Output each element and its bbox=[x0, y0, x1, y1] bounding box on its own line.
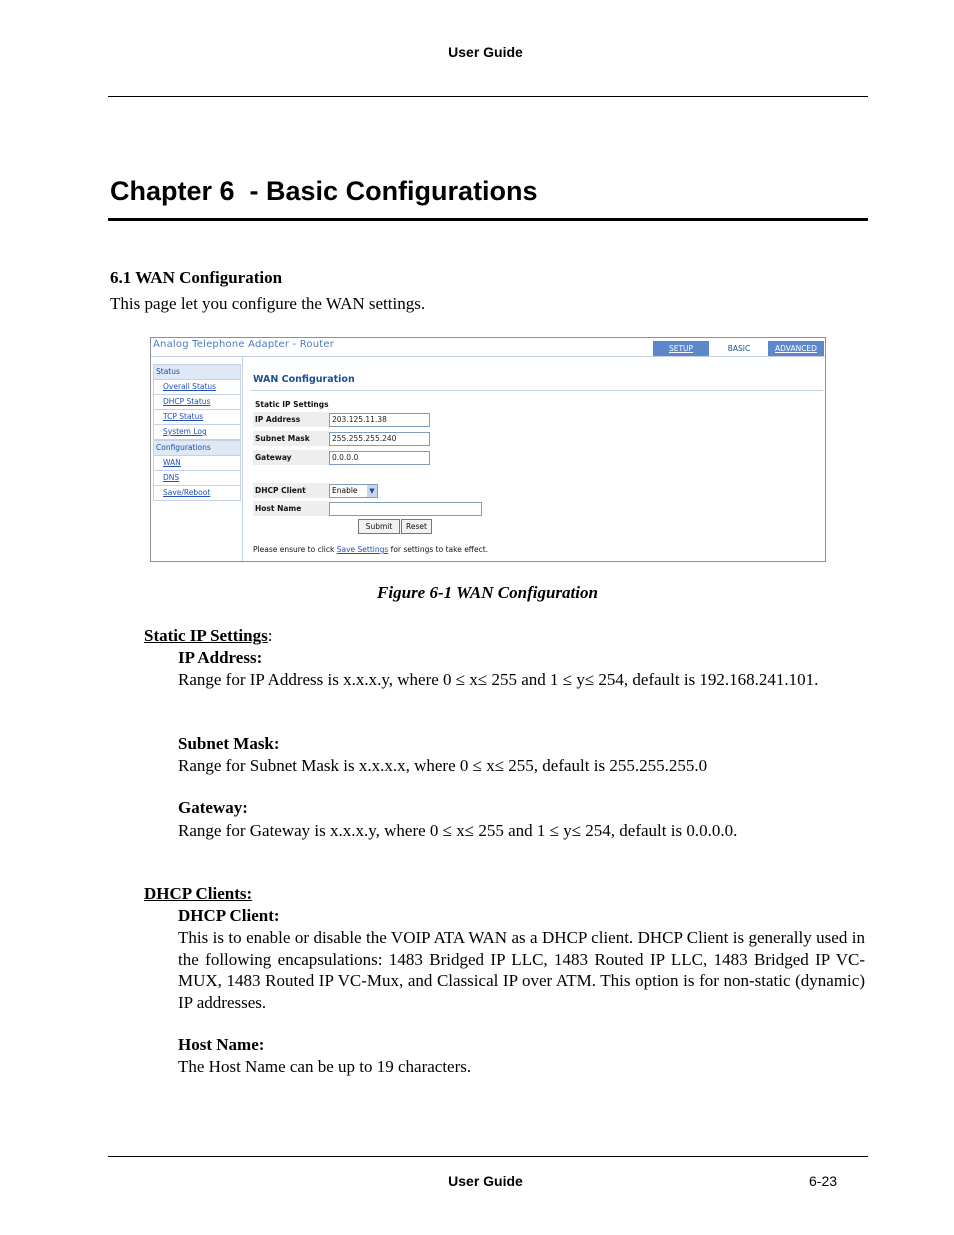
subnet-mask-text: Range for Subnet Mask is x.x.x.x, where 0 ≤ x≤ 255, default is 255.255.255.0 bbox=[178, 756, 708, 775]
sidebar-item-dns[interactable]: DNS bbox=[153, 471, 241, 486]
gateway-text: Range for Gateway is x.x.x.y, where 0 ≤ x≤ 255 and 1 ≤ y≤ 254, default is 0.0.0.0. bbox=[178, 821, 738, 840]
save-note-pre: Please ensure to click bbox=[253, 545, 337, 554]
save-settings-link[interactable]: Save Settings bbox=[336, 545, 389, 554]
chevron-down-icon: ▼ bbox=[367, 485, 377, 497]
page-number: 6-23 bbox=[809, 1173, 838, 1189]
sidebar-item-tcp-status[interactable]: TCP Status bbox=[153, 410, 241, 425]
reset-button[interactable]: Reset bbox=[401, 519, 432, 534]
sidebar-item-wan[interactable]: WAN bbox=[153, 456, 241, 471]
submit-button[interactable]: Submit bbox=[358, 519, 400, 534]
dhcp-client-text: This is to enable or disable the VOIP ATA WAN as a DHCP client. DHCP Client is generally used in the following encapsulations: 1483 Bridged IP LLC, 1483 Routed IP LLC, 1483 Bridged IP VC-MUX, 1483 Routed IP VC-Mux, and Classical IP over ATM. This option is for non-static (dynamic) IP addresses. bbox=[178, 928, 865, 1012]
host-name-label: Host Name bbox=[253, 501, 329, 516]
static-ip-heading-colon: : bbox=[267, 626, 273, 645]
wan-config-screenshot bbox=[150, 337, 826, 562]
tab-advanced[interactable]: ADVANCED bbox=[768, 341, 824, 356]
ip-address-field[interactable]: 203.125.11.38 bbox=[329, 413, 430, 427]
chapter-rule bbox=[108, 218, 868, 221]
sidebar bbox=[153, 364, 241, 501]
header-rule bbox=[108, 96, 868, 97]
host-name-heading: Host Name: bbox=[178, 1035, 265, 1054]
sidebar-item-system-log[interactable]: System Log bbox=[153, 425, 241, 440]
subnet-mask-field[interactable]: 255.255.255.240 bbox=[329, 432, 430, 446]
static-ip-heading-text: Static IP Settings bbox=[144, 626, 268, 645]
ip-address-label: IP Address bbox=[253, 412, 329, 427]
dhcp-client-select[interactable] bbox=[329, 484, 378, 498]
gateway-label: Gateway bbox=[253, 450, 329, 465]
sidebar-item-dhcp-status[interactable]: DHCP Status bbox=[153, 395, 241, 410]
section-title: 6.1 WAN Configuration bbox=[110, 268, 283, 287]
sidebar-item-overall-status[interactable]: Overall Status bbox=[153, 380, 241, 395]
footer-rule bbox=[108, 1156, 868, 1157]
wan-title-divider bbox=[251, 390, 823, 391]
host-name-text: The Host Name can be up to 19 characters. bbox=[178, 1057, 472, 1076]
ip-address-heading: IP Address: bbox=[178, 648, 263, 667]
gateway-heading: Gateway: bbox=[178, 798, 248, 817]
tab-basic[interactable]: BASIC bbox=[711, 341, 767, 356]
dhcp-clients-heading bbox=[144, 884, 252, 904]
section-intro: This page let you configure the WAN settings. bbox=[110, 294, 426, 313]
save-note-post: for settings to take effect. bbox=[388, 545, 489, 554]
wan-page-title: WAN Configuration bbox=[253, 374, 355, 385]
subnet-mask-label: Subnet Mask bbox=[253, 431, 329, 446]
subnet-mask-heading: Subnet Mask: bbox=[178, 734, 280, 753]
dhcp-client-value: Enable bbox=[332, 486, 358, 495]
app-title: Analog Telephone Adapter - Router bbox=[153, 339, 335, 350]
figure-caption: Figure 6-1 WAN Configuration bbox=[377, 583, 598, 602]
ip-address-text: Range for IP Address is x.x.x.y, where 0 ≤ x≤ 255 and 1 ≤ y≤ 254, default is 192.168.241.101. bbox=[178, 670, 819, 689]
sidebar-head-configurations: Configurations bbox=[153, 440, 241, 456]
dhcp-client-label: DHCP Client bbox=[253, 483, 329, 498]
static-ip-label: Static IP Settings bbox=[255, 400, 329, 409]
chapter-title: Chapter 6 - Basic Configurations bbox=[110, 176, 538, 206]
running-header: User Guide bbox=[448, 44, 523, 60]
running-footer: User Guide bbox=[448, 1173, 523, 1189]
sidebar-item-save-reboot[interactable]: Save/Reboot bbox=[153, 486, 241, 501]
static-ip-heading bbox=[144, 626, 272, 646]
tab-setup[interactable]: SETUP bbox=[653, 341, 709, 356]
top-divider bbox=[151, 356, 825, 357]
gateway-field[interactable]: 0.0.0.0 bbox=[329, 451, 430, 465]
dhcp-clients-heading-text: DHCP Clients: bbox=[144, 884, 253, 903]
save-note bbox=[253, 545, 488, 554]
host-name-field[interactable] bbox=[329, 502, 482, 516]
sidebar-head-status: Status bbox=[153, 364, 241, 380]
sidebar-divider bbox=[242, 357, 243, 561]
dhcp-client-heading: DHCP Client: bbox=[178, 906, 280, 925]
